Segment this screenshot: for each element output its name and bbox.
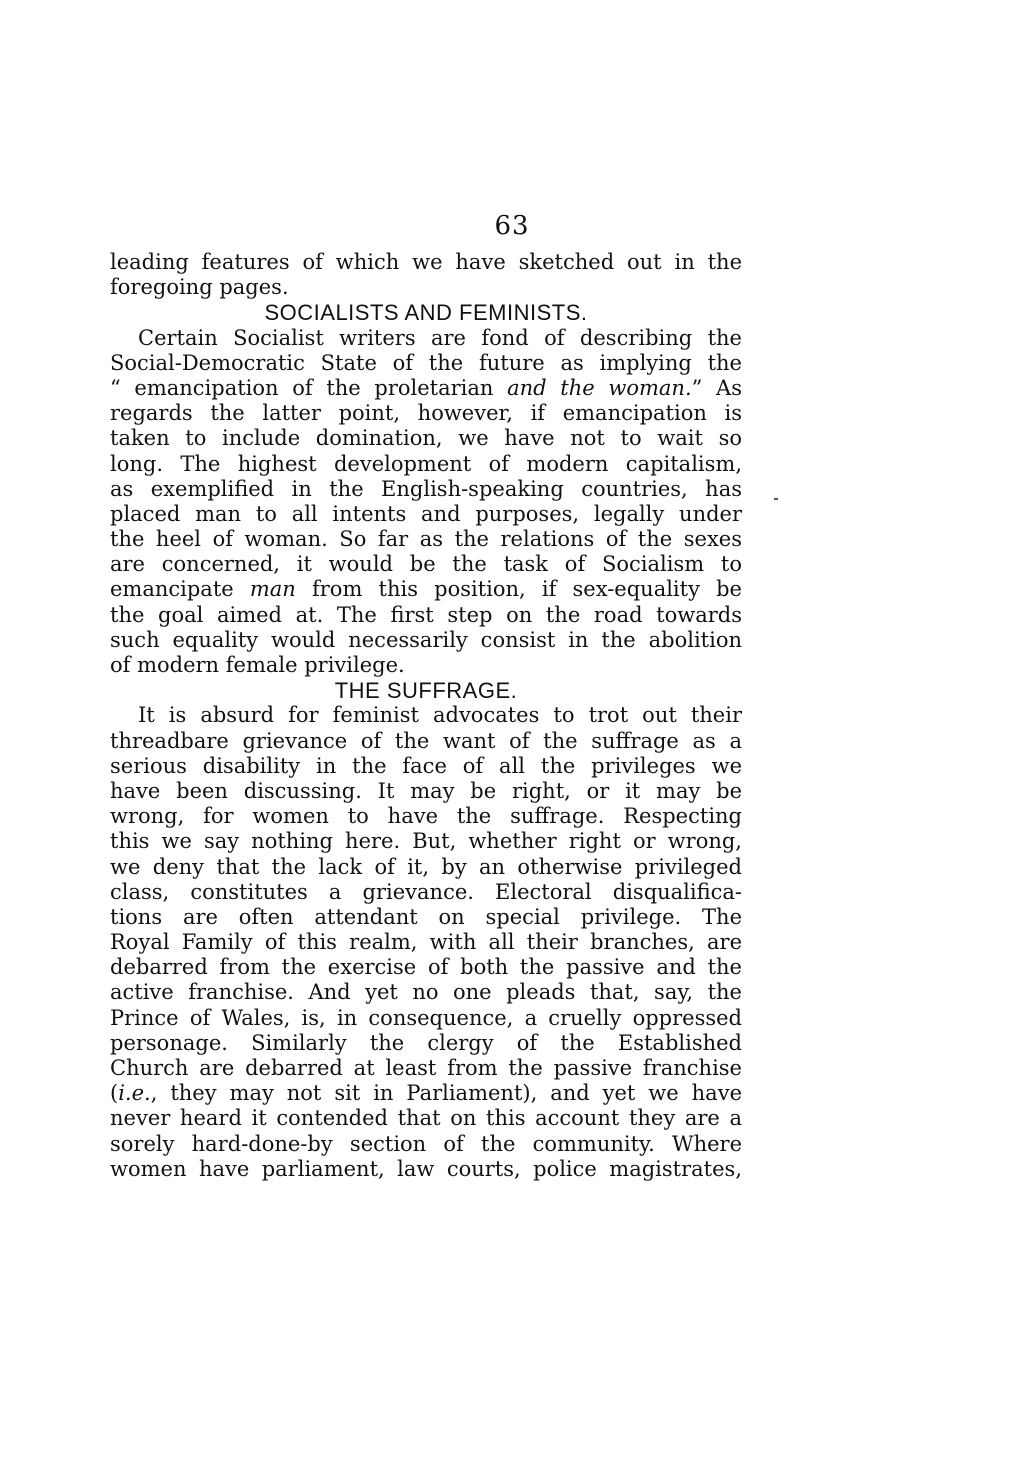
stray-print-mark — [774, 498, 778, 500]
text-line: of modern female privilege. — [110, 653, 405, 677]
text-run: , they may not sit in Parliament), and yet we have — [150, 1081, 742, 1106]
text-line: serious disability in the face of all the privileges we — [110, 753, 742, 778]
text-line: women have parliament, law courts, police magistrates, — [110, 1156, 742, 1181]
section-heading: THE SUFFRAGE. — [334, 678, 518, 704]
text-run: ” As — [691, 375, 742, 400]
text-line: taken to include domination, we have not to wait so — [110, 426, 742, 451]
text-line: have been discussing. It may be right, or it may be — [110, 778, 742, 803]
text-line: tions are often attendant on special privilege. The — [110, 904, 742, 929]
text-line: debarred from the exercise of both the passive and the — [110, 955, 742, 980]
text-line: sorely hard-done-by section of the community. Where — [110, 1131, 742, 1156]
text-line: as exemplified in the English-speaking countries, has — [110, 476, 742, 501]
text-line: long. The highest development of modern capitalism, — [110, 451, 742, 476]
text-line: this we say nothing here. But, whether right or wrong, — [110, 829, 742, 854]
text-line: class, constitutes a grievance. Electoral disqualifica- — [110, 879, 742, 904]
text-line — [110, 577, 742, 602]
italic-text: i.e. — [118, 1081, 151, 1106]
text-line: foregoing pages. — [110, 275, 289, 300]
text-line: It is absurd for feminist advocates to trot out their — [138, 703, 742, 728]
text-run: from this position, if sex-equality be — [295, 577, 742, 602]
italic-text: man — [249, 577, 296, 602]
text-line: placed man to all intents and purposes, legally under — [110, 501, 742, 526]
text-line: regards the latter point, however, if emancipation is — [110, 401, 742, 426]
text-line: personage. Similarly the clergy of the Established — [110, 1030, 742, 1055]
text-line: Church are debarred at least from the passive franchise — [110, 1056, 742, 1080]
text-line — [110, 1081, 742, 1106]
text-line: Royal Family of this realm, with all their branches, are — [110, 930, 742, 955]
section-heading: SOCIALISTS AND FEMINISTS. — [264, 300, 588, 326]
text-line: never heard it contended that on this account they are a — [110, 1106, 742, 1131]
italic-text: and the woman. — [507, 375, 692, 400]
text-line — [110, 376, 742, 401]
page-body-text — [110, 250, 742, 1182]
text-line: active franchise. And yet no one pleads that, say, the — [110, 980, 742, 1005]
text-line: Prince of Wales, is, in consequence, a cruelly oppressed — [110, 1005, 742, 1030]
text-line: such equality would necessarily consist in the abolition — [110, 627, 742, 652]
text-line: the heel of woman. So far as the relations of the sexes — [110, 527, 742, 552]
page-number: 63 — [494, 211, 530, 241]
text-run: emancipate — [110, 577, 250, 602]
text-run: “ emancipation of the proletarian — [110, 375, 508, 400]
text-run: ( — [110, 1081, 119, 1106]
text-line: we deny that the lack of it, by an otherwise privileged — [110, 854, 742, 879]
text-line: are concerned, it would be the task of Socialism to — [110, 552, 742, 577]
text-line: threadbare grievance of the want of the suffrage as a — [110, 728, 742, 753]
text-line: Certain Socialist writers are fond of describing the — [138, 325, 742, 350]
text-line: wrong, for women to have the suffrage. Respecting — [110, 804, 742, 829]
text-line: leading features of which we have sketched out in the — [110, 250, 742, 274]
text-line: Social-Democratic State of the future as implying the — [110, 350, 742, 375]
text-line: the goal aimed at. The first step on the road towards — [110, 602, 742, 627]
